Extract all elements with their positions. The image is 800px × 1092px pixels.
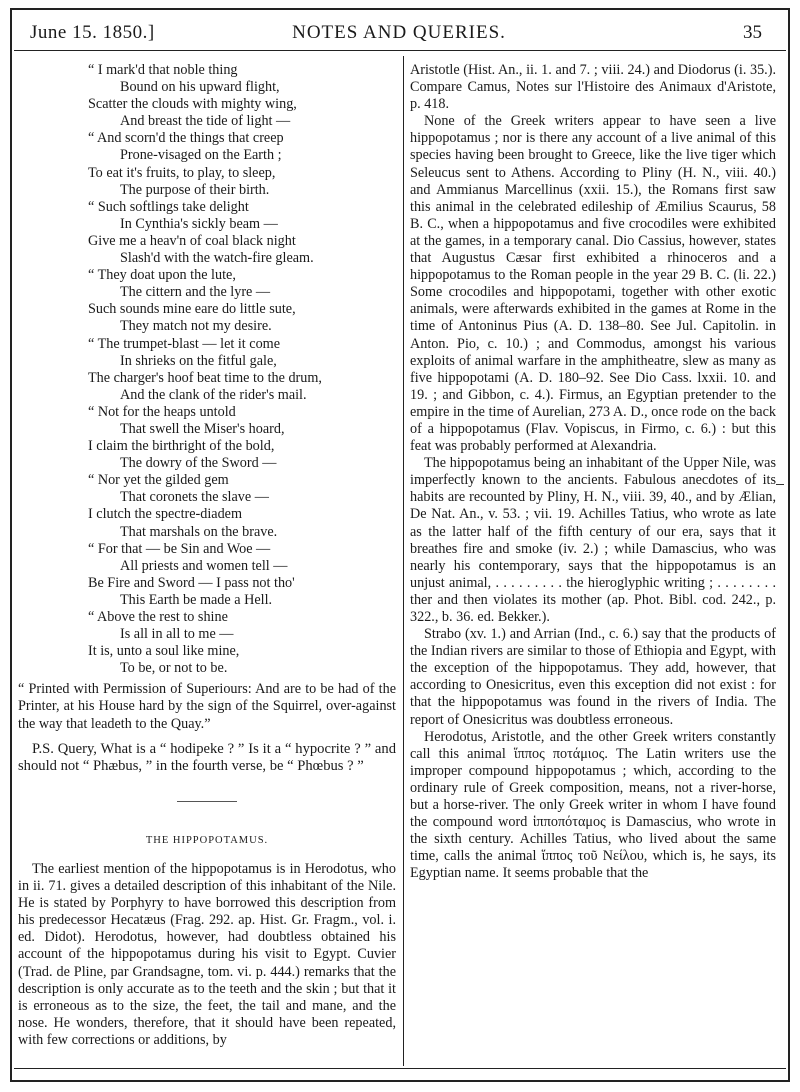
outer-border-top	[10, 8, 790, 10]
poem-line: This Earth be made a Hell.	[120, 591, 273, 608]
poem-line: “ Such softlings take delight	[88, 198, 249, 215]
poem-line: Scatter the clouds with mighty wing,	[88, 96, 297, 113]
right-para-4: Strabo (xv. 1.) and Arrian (Ind., c. 6.) say that the products of the Indian rivers are similar to those of Ethiopia and Egypt, with the exception of the hippopotamus. They add, however, that according to Onesicritus, even this exception did not exist : for that the hippopotamus was found in the rivers of India. The report of Onesicritus was doubtless erroneous.	[410, 626, 776, 728]
header-title: NOTES AND QUERIES.	[292, 22, 506, 43]
section-title: THE HIPPOPOTAMUS.	[145, 834, 269, 846]
poem-line: The cittern and the lyre —	[120, 284, 271, 301]
poem-line: All priests and women tell —	[120, 557, 288, 574]
poem-line: Bound on his upward flight,	[120, 79, 280, 96]
poem-line: “ The trumpet-blast — let it come	[88, 335, 281, 352]
right-para-3: The hippopotamus being an inhabitant of the Upper Nile, was imperfectly known to the ancients. Fabulous anecdotes of its habits are recounted by Pliny, H. N., viii. 39, 40., and by Ælian, De Nat. An., v. 53. ; vii. 19. Achilles Tatius, who wrote as late as the latter half of the fifth century of our era, says that it breathes fire and smoke (iv. 2.) ; while Damascius, who was nearly his contemporary, says that the hippopotamus is an unjust animal, . . . . . . . . . the hieroglyphic writing ; . . . . . . . . ther and then violates its mother (ap. Phot. Bibl. cod. 242., p. 322., b. 36. ed. Bekker.).	[410, 455, 776, 625]
poem-line: That swell the Miser's hoard,	[120, 420, 285, 437]
poem	[18, 62, 396, 677]
poem-line: To eat it's fruits, to play, to sleep,	[88, 164, 276, 181]
poem-line: Is all in all to me —	[120, 626, 234, 643]
poem-line: “ And scorn'd the things that creep	[88, 130, 284, 147]
right-para-2: None of the Greek writers appear to have seen a live hippopotamus ; nor is there any account of a live animal of this species having been brought to Greece, like the live tiger which Seleucus sent to Athens. According to Pliny (H. N., viii. 40.) and Ammianus Marcellinus (xxii. 15.), the Romans first saw this animal in the celebrated edileship of Æmilius Scaurus, 58 B. C., when a hippopotamus and five crocodiles were exhibited at the games, in a temporary canal. Dio Cassius, however, states that Augustus Cæsar first exhibited a rhinoceros and a hippopotamus to the Roman people in the year 29 B. C. (li. 22.) Some crocodiles and hippopotami, together with other exotic animals, were afterwards exhibited in the games at Rome in the time of Antoninus Pius (A. D. 138–80. See Jul. Capitolin. in Anton. Pio, c. 10.) ; and Commodus, amongst his various exploits of animal warfare in the amphitheatre, slew as many as five hippopotami (A. D. 180–92. See Dio Cass. lxxii. 10. and 19. ; and Gibbon, c. 4.). Firmus, an Egyptian pretender to the empire in the time of Aurelian, 273 A. D., once rode on the back of a hippopotamus (Flav. Vopiscus, in Firmo, c. 6.) : but this feat was probably performed at Alexandria.	[410, 113, 776, 455]
running-header	[30, 14, 768, 48]
poem-line: “ I mark'd that noble thing	[88, 62, 238, 78]
left-column	[18, 62, 396, 1049]
right-column	[410, 62, 776, 883]
poem-line: The charger's hoof beat time to the drum,	[88, 369, 322, 386]
poem-line: In Cynthia's sickly beam —	[120, 215, 278, 232]
poem-line: “ Above the rest to shine	[88, 609, 228, 625]
column-divider	[403, 56, 404, 1066]
poem-line: Be Fire and Sword — I pass not tho'	[88, 574, 295, 591]
hippopotamus-para-1: The earliest mention of the hippopotamus is in Herodotus, who in ii. 71. gives a detailed description of this inhabitant of the Nile. He is stated by Porphyry to have borrowed this description from his predecessor Hecatæus (Frag. 292. ap. Hist. Gr. Fragm., vol. i. ed. Didot). Herodotus, however, had doubtless obtained his account of the hippopotamus during his visit to Egypt. Cuvier (Trad. de Pline, par Grandsagne, tom. vi. p. 444.) remarks that the description is only accurate as to the teeth and the skin ; but that it is erroneous as to the size, the feet, the tail and mane, and the nose. He wonders, therefore, that it should have been repeated, with few corrections or additions, by	[18, 860, 396, 1048]
right-para-5: Herodotus, Aristotle, and the other Greek writers constantly call this animal ἵππος ποτάμιος. The Latin writers use the improper compound hippopotamus ; which, according to the ordinary rule of Greek composition, means, not a river-horse, but a horse-river. The only Greek writer in whom I have found the compound word ἱπποπόταμος is Damascius, who wrote in the sixth century. Achilles Tatius, who lived about the same time, calls the animal ἵππος τοῦ Νείλου, which is, he says, its Egyptian name. It seems probable that the	[410, 728, 776, 882]
poem-line: “ They doat upon the lute,	[88, 267, 236, 284]
poem-line: That coronets the slave —	[120, 489, 269, 506]
poem-line: The dowry of the Sword —	[120, 455, 277, 472]
poem-line: “ Not for the heaps untold	[88, 403, 236, 420]
poem-line: I claim the birthright of the bold,	[88, 438, 275, 455]
poem-line: It is, unto a soul like mine,	[88, 643, 240, 660]
poem-line: Slash'd with the watch-fire gleam.	[120, 250, 314, 267]
poem-line: They match not my desire.	[120, 318, 272, 335]
poem-line: “ Nor yet the gilded gem	[88, 472, 229, 489]
outer-border-left	[10, 8, 12, 1082]
poem-line: That marshals on the brave.	[120, 523, 278, 540]
right-para-1: Aristotle (Hist. An., ii. 1. and 7. ; viii. 24.) and Diodorus (i. 35.). Compare Camus, Notes sur l'Histoire des Animaux d'Aristote, p. 418.	[410, 62, 776, 113]
poem-line: And the clank of the rider's mail.	[120, 386, 307, 403]
header-rule	[14, 50, 786, 51]
poem-line: Such sounds mine eare do little sute,	[88, 301, 296, 318]
section-separator	[177, 801, 237, 802]
poem-line: I clutch the spectre-diadem	[88, 506, 243, 523]
postscript-query: P.S. Query, What is a “ hodipeke ? ” Is it a “ hypocrite ? ” and should not “ Phæbus, ” in the fourth verse, be “ Phœbus ? ”	[18, 740, 396, 774]
footer-rule	[14, 1068, 786, 1069]
header-date: June 15. 1850.]	[30, 22, 155, 43]
outer-border-bottom	[10, 1080, 790, 1082]
poem-line: In shrieks on the fitful gale,	[120, 352, 277, 369]
poem-line: Give me a heav'n of coal black night	[88, 232, 296, 249]
printed-note: “ Printed with Permission of Superiours: And are to be had of the Printer, at his House hard by the sign of the Squirrel, over-against the way that leadeth to the Quay.”	[18, 681, 396, 732]
poem-line: “ For that — be Sin and Woe —	[88, 540, 271, 557]
poem-line: To be, or not to be.	[120, 660, 228, 677]
poem-line: The purpose of their birth.	[120, 181, 270, 198]
page-number: 35	[743, 22, 762, 43]
outer-border-right	[788, 8, 790, 1082]
poem-line: And breast the tide of light —	[120, 113, 291, 130]
poem-line: Prone-visaged on the Earth ;	[120, 147, 282, 164]
margin-mark	[776, 484, 784, 485]
